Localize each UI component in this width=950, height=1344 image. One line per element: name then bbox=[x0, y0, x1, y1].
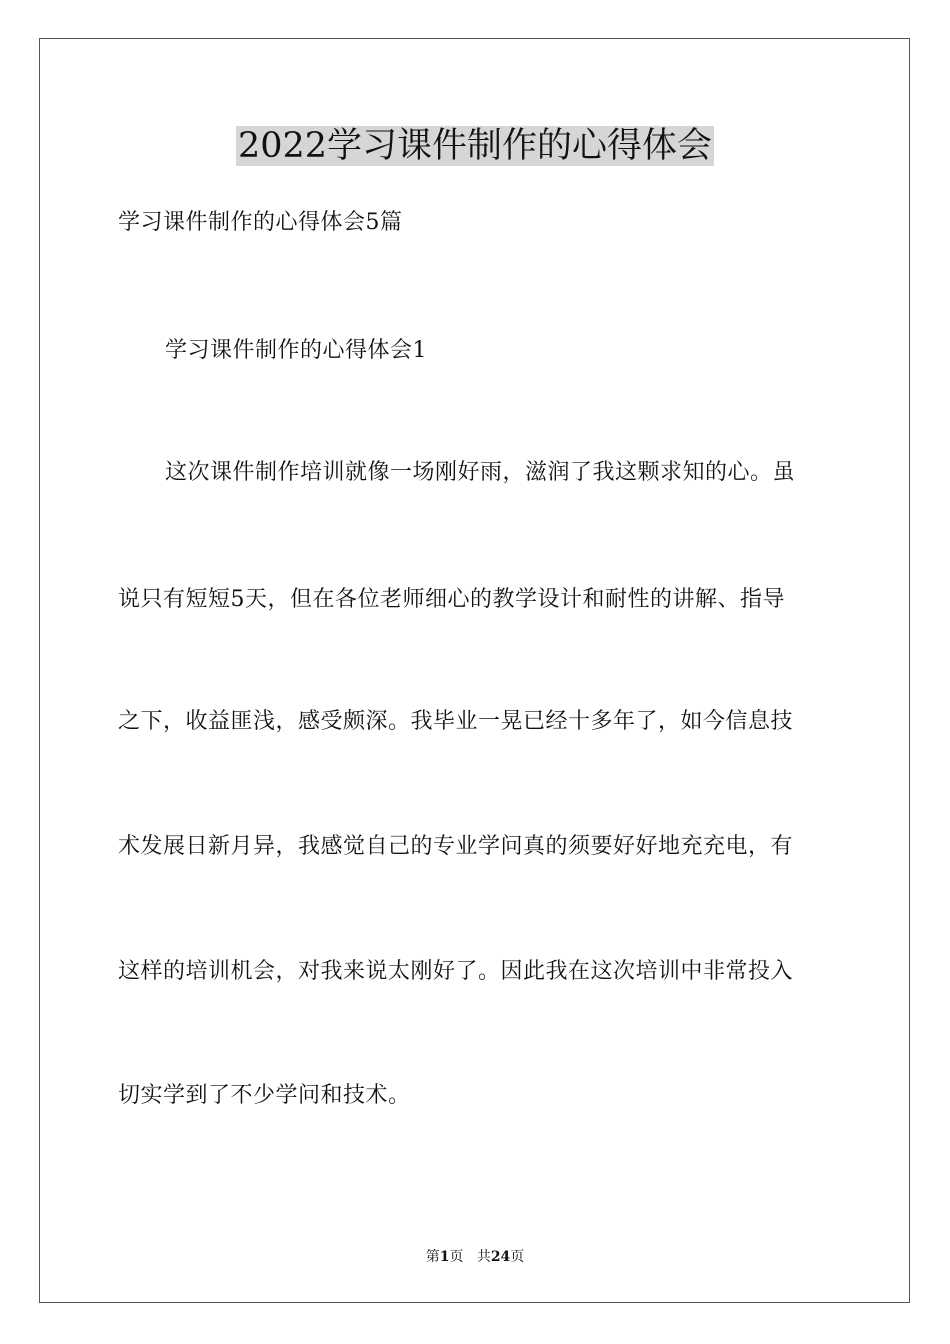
page-suffix: 页 bbox=[449, 1249, 464, 1265]
paragraph-line-1: 这次课件制作培训就像一场刚好雨，滋润了我这颗求知的心。虽 bbox=[165, 460, 796, 485]
document-title-text: 2022学习课件制作的心得体会 bbox=[237, 126, 713, 166]
total-suffix: 页 bbox=[510, 1249, 525, 1265]
paragraph-line-6: 切实学到了不少学问和技术。 bbox=[118, 1083, 411, 1108]
total-pages: 24 bbox=[490, 1249, 511, 1265]
paragraph-line-2: 说只有短短5天，但在各位老师细心的教学设计和耐性的讲解、指导 bbox=[118, 587, 785, 612]
document-subtitle: 学习课件制作的心得体会5篇 bbox=[118, 210, 403, 235]
page-prefix: 第 bbox=[425, 1249, 440, 1265]
section-heading: 学习课件制作的心得体会1 bbox=[165, 338, 427, 363]
paragraph-line-4: 术发展日新月异，我感觉自己的专业学问真的须要好好地充充电，有 bbox=[118, 834, 794, 859]
document-title bbox=[0, 124, 950, 168]
paragraph-line-3: 之下，收益匪浅，感受颇深。我毕业一晃已经十多年了，如今信息技 bbox=[118, 709, 794, 734]
paragraph-line-5: 这样的培训机会，对我来说太刚好了。因此我在这次培训中非常投入 bbox=[118, 959, 794, 984]
page-number: 1 bbox=[439, 1249, 450, 1265]
page-footer bbox=[0, 1248, 950, 1266]
total-prefix: 共 bbox=[476, 1249, 491, 1265]
